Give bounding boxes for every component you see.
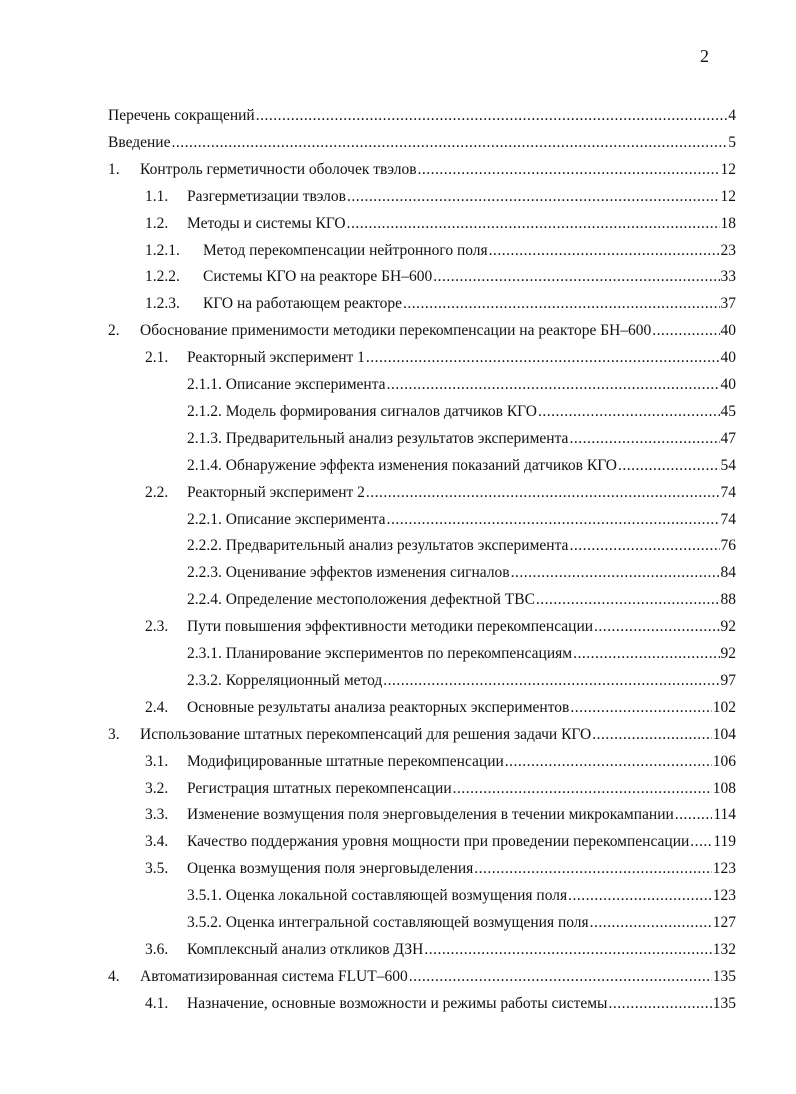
toc-entry[interactable] [0, 510, 796, 530]
toc-entry[interactable] [0, 805, 796, 825]
toc-entry-page: 12 [720, 187, 736, 205]
toc-entry-title: 2.3.1. Планирование экспериментов по перекомпенсациям [187, 645, 573, 662]
dot-leader [403, 294, 720, 314]
dot-leader [573, 644, 719, 664]
toc-entry-title: Обоснование применимости методики перекомпенсации на реакторе БН–600 [140, 322, 652, 340]
toc-entry-page: 135 [712, 967, 736, 985]
toc-entry[interactable] [0, 536, 796, 556]
toc-entry-page: 12 [720, 160, 736, 178]
toc-entry-page: 123 [712, 887, 736, 905]
dot-leader [594, 617, 719, 637]
toc-entry[interactable] [0, 644, 796, 664]
toc-entry-leader [187, 510, 736, 530]
toc-entry-number: 1.2.1. [145, 241, 180, 259]
toc-entry-title: Использование штатных перекомпенсаций для решения задачи КГО [140, 725, 592, 743]
toc-entry-page: 132 [712, 940, 736, 958]
toc-entry-title: КГО на работающем реакторе [203, 295, 402, 313]
toc-entry-title: Оценка возмущения поля энерговыделения [187, 860, 474, 878]
toc-entry-page: 123 [712, 860, 736, 878]
toc-entry-title: Методы и системы КГО [187, 214, 346, 232]
dot-leader [433, 267, 719, 287]
toc-entry-page: 23 [720, 241, 736, 259]
toc-entry-number: 4. [108, 967, 120, 985]
toc-entry[interactable] [0, 214, 796, 234]
toc-entry-leader [203, 294, 736, 314]
toc-entry-title: Введение [108, 133, 171, 151]
toc-entry-number: 3.6. [145, 940, 169, 958]
toc-entry-number: 3.2. [145, 779, 169, 797]
toc-entry-page: 92 [720, 645, 736, 662]
toc-entry-page: 40 [720, 322, 736, 340]
toc-entry-leader [187, 563, 736, 583]
toc-entry[interactable] [0, 348, 796, 368]
toc-entry-number: 2. [108, 322, 120, 340]
toc-entry-title: Изменение возмущения поля энерговыделения в течении микрокампании [187, 806, 674, 824]
toc-entry[interactable] [0, 133, 796, 153]
toc-entry-leader [187, 483, 736, 503]
toc-entry-number: 2.1. [145, 349, 169, 367]
toc-entry-leader [203, 241, 736, 261]
toc-entry-number: 1.2.3. [145, 295, 180, 313]
toc-entry[interactable] [0, 590, 796, 610]
dot-leader [652, 321, 719, 341]
toc-entry-page: 33 [720, 268, 736, 286]
toc-entry-title: 2.2.2. Предварительный анализ результатов эксперимента [187, 537, 569, 555]
toc-entry-title: 2.2.3. Оценивание эффектов изменения сигналов [187, 564, 510, 582]
dot-leader [424, 940, 711, 960]
dot-leader [569, 536, 719, 556]
toc-entry-page: 5 [728, 133, 736, 151]
toc-entry-leader [187, 752, 736, 772]
toc-entry[interactable] [0, 886, 796, 906]
toc-entry-title: Пути повышения эффективности методики перекомпенсации [187, 618, 594, 636]
dot-leader [347, 214, 720, 234]
toc-entry[interactable] [0, 321, 796, 341]
toc-entry-number: 1. [108, 160, 120, 178]
dot-leader [505, 752, 712, 772]
dot-leader [453, 779, 712, 799]
toc-entry-page: 108 [712, 779, 736, 797]
toc-entry-title: 3.5.2. Оценка интегральной составляющей возмущения поля [187, 914, 589, 931]
toc-entry[interactable] [0, 994, 796, 1014]
toc-entry[interactable] [0, 294, 796, 314]
toc-entry-page: 114 [713, 806, 736, 824]
toc-entry[interactable] [0, 187, 796, 207]
toc-entry-number: 1.2. [145, 214, 169, 232]
toc-entry-leader [140, 725, 736, 745]
toc-entry-page: 40 [720, 349, 736, 367]
toc-entry[interactable] [0, 267, 796, 287]
dot-leader [387, 375, 720, 395]
toc-entry-leader [108, 106, 736, 126]
toc-entry-leader [140, 321, 736, 341]
toc-entry-page: 45 [720, 402, 736, 420]
toc-entry-page: 104 [712, 725, 736, 743]
toc-entry-page: 92 [720, 618, 736, 636]
toc-entry-page: 88 [720, 591, 736, 609]
toc-entry[interactable] [0, 779, 796, 799]
toc-entry-title: Регистрация штатных перекомпенсации [187, 779, 452, 797]
toc-entry-leader [187, 536, 736, 556]
toc-entry-page: 37 [720, 295, 736, 313]
dot-leader [409, 967, 712, 987]
dot-leader [387, 510, 720, 530]
dot-leader [366, 348, 720, 368]
toc-entry-page: 47 [720, 429, 736, 447]
toc-entry-title: 2.1.3. Предварительный анализ результатов эксперимента [187, 429, 569, 447]
toc-entry-page: 4 [728, 107, 736, 124]
dot-leader [568, 886, 712, 906]
toc-entry-number: 1.2.2. [145, 268, 180, 286]
toc-entry[interactable] [0, 429, 796, 449]
toc-entry-title: Назначение, основные возможности и режимы работы системы [187, 994, 608, 1012]
dot-leader [569, 429, 719, 449]
toc-entry-leader [187, 214, 736, 234]
toc-entry-leader [187, 886, 736, 906]
toc-entry[interactable] [0, 671, 796, 691]
toc-entry-leader [187, 994, 736, 1014]
toc-entry-page: 84 [720, 564, 736, 582]
toc-entry-title: Модифицированные штатные перекомпенсации [187, 752, 504, 770]
toc-entry-title: Качество поддержания уровня мощности при проведении перекомпенсации [187, 833, 690, 851]
dot-leader [489, 241, 720, 261]
toc-entry-leader [187, 375, 736, 395]
toc-entry-number: 3. [108, 725, 120, 743]
toc-entry-leader [187, 429, 736, 449]
toc-entry-title: Системы КГО на реакторе БН–600 [203, 268, 433, 286]
dot-leader [538, 402, 720, 422]
toc-entry-title: 2.2.1. Описание эксперимента [187, 510, 386, 528]
toc-entry-page: 40 [720, 376, 736, 393]
toc-entry-number: 1.1. [145, 187, 169, 205]
dot-leader [171, 133, 727, 153]
toc-entry-leader [187, 456, 736, 476]
dot-leader [383, 671, 719, 691]
toc-entry-leader [203, 267, 736, 287]
toc-entry-title: Контроль герметичности оболочек твэлов [140, 160, 417, 178]
toc-entry-number: 4.1. [145, 994, 169, 1012]
toc-entry[interactable] [0, 241, 796, 261]
toc-entry[interactable] [0, 402, 796, 422]
toc-entry-leader [187, 402, 736, 422]
toc-entry[interactable] [0, 725, 796, 745]
toc-entry[interactable] [0, 563, 796, 583]
dot-leader [474, 859, 711, 879]
toc-entry-number: 2.2. [145, 483, 169, 501]
toc-entry-number: 3.5. [145, 860, 169, 878]
toc-entry-leader [187, 940, 736, 960]
dot-leader [592, 725, 712, 745]
toc-entry[interactable] [0, 160, 796, 180]
toc-entry-title: Основные результаты анализа реакторных экспериментов [187, 698, 570, 716]
dot-leader [511, 563, 720, 583]
toc-entry-title: Реакторный эксперимент 2 [187, 483, 365, 501]
toc-entry-number: 3.1. [145, 752, 169, 770]
toc-entry-page: 74 [720, 483, 736, 501]
dot-leader [418, 160, 720, 180]
toc-entry-title: Перечень сокращений [108, 107, 255, 124]
toc-entry[interactable] [0, 698, 796, 718]
toc-entry-leader [187, 671, 736, 691]
toc-entry[interactable] [0, 106, 796, 126]
toc-entry-number: 3.3. [145, 806, 169, 824]
toc-entry-leader [187, 859, 736, 879]
toc-entry-leader [108, 133, 736, 153]
toc-entry-title: 2.1.2. Модель формирования сигналов датчиков КГО [187, 402, 537, 420]
toc-entry-title: Разгерметизации твэлов [187, 187, 346, 205]
toc-entry-leader [187, 348, 736, 368]
toc-entry-title: 2.1.1. Описание эксперимента [187, 376, 386, 393]
dot-leader [366, 483, 720, 503]
toc-entry-page: 102 [712, 698, 736, 716]
toc-entry-page: 135 [712, 994, 736, 1012]
toc-entry[interactable] [0, 456, 796, 476]
toc-entry[interactable] [0, 832, 796, 852]
toc-entry-page: 119 [713, 833, 736, 851]
toc-entry-leader [187, 779, 736, 799]
toc-entry[interactable] [0, 940, 796, 960]
toc-entry-leader [187, 698, 736, 718]
toc-entry-leader [187, 187, 736, 207]
toc-entry[interactable] [0, 617, 796, 637]
page-number: 2 [700, 46, 709, 66]
dot-leader [590, 913, 712, 933]
toc-entry-leader [140, 160, 736, 180]
dot-leader [347, 187, 720, 207]
toc-entry-number: 2.4. [145, 698, 169, 716]
toc-entry-number: 3.4. [145, 833, 169, 851]
dot-leader [675, 805, 713, 825]
toc-entry-title: 3.5.1. Оценка локальной составляющей возмущения поля [187, 887, 568, 905]
toc-entry-title: Реакторный эксперимент 1 [187, 349, 365, 367]
toc-entry[interactable] [0, 967, 796, 987]
toc-entry-leader [187, 617, 736, 637]
toc-entry-page: 76 [720, 537, 736, 555]
toc-entry-leader [140, 967, 736, 987]
dot-leader [690, 832, 712, 852]
toc-entry-leader [187, 590, 736, 610]
dot-leader [618, 456, 720, 476]
toc-entry-page: 18 [720, 214, 736, 232]
toc-entry-leader [187, 832, 736, 852]
toc-entry-number: 2.3. [145, 618, 169, 636]
toc-entry-page: 97 [720, 671, 736, 689]
toc-entry[interactable] [0, 859, 796, 879]
toc-entry[interactable] [0, 752, 796, 772]
toc-entry-page: 74 [720, 510, 736, 528]
toc-entry-leader [187, 644, 736, 664]
toc-entry[interactable] [0, 375, 796, 395]
dot-leader [536, 590, 720, 610]
toc-entry-title: 2.2.4. Определение местоположения дефектной ТВС [187, 591, 535, 609]
toc-entry-leader [187, 913, 736, 933]
dot-leader [608, 994, 711, 1014]
toc-entry[interactable] [0, 483, 796, 503]
toc-entry-title: 2.1.4. Обнаружение эффекта изменения показаний датчиков КГО [187, 456, 617, 474]
toc-entry-title: Автоматизированная система FLUT–600 [140, 967, 408, 985]
toc-entry[interactable] [0, 913, 796, 933]
toc-entry-title: 2.3.2. Корреляционный метод [187, 671, 383, 689]
toc-entry-page: 106 [712, 752, 736, 770]
toc-entry-title: Комплексный анализ откликов ДЗН [187, 940, 424, 958]
dot-leader [256, 106, 728, 126]
dot-leader [570, 698, 711, 718]
toc-entry-title: Метод перекомпенсации нейтронного поля [203, 241, 488, 259]
toc-entry-leader [187, 805, 736, 825]
toc-entry-page: 127 [712, 914, 736, 931]
toc-entry-page: 54 [720, 456, 736, 474]
